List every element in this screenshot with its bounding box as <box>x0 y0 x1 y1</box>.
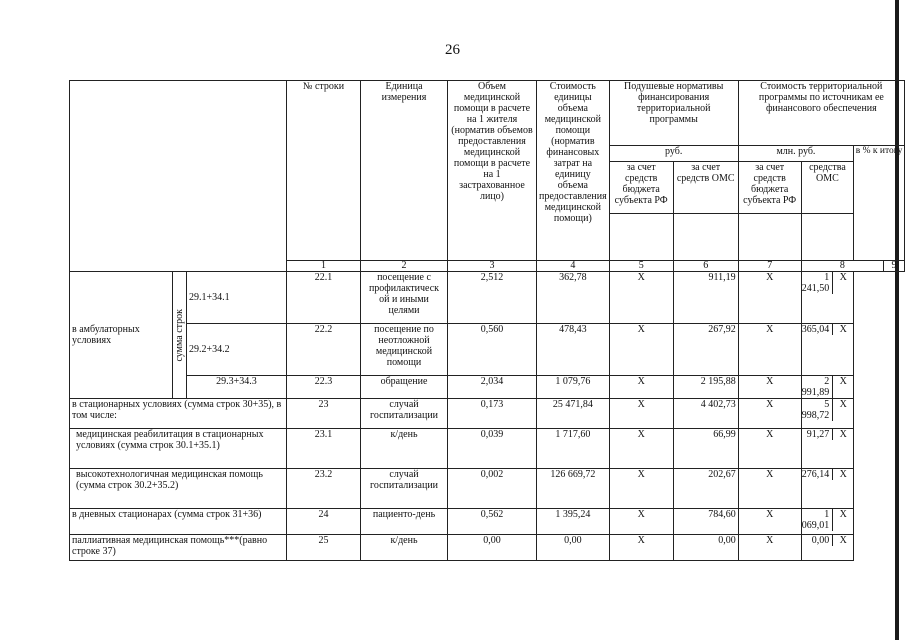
row-no: 22.3 <box>287 376 361 399</box>
header-pct: в % к итогу <box>854 146 905 261</box>
row-no: 24 <box>287 509 361 535</box>
oms-mln-value: 5 998,72 <box>801 399 830 421</box>
col-num-4: 4 <box>537 261 610 272</box>
row-label: высокотехнологичная медицинская помощь (сумма строк 30.2+35.2) <box>70 469 287 509</box>
table-row <box>70 509 905 535</box>
table-row <box>70 535 905 561</box>
volume: 0,560 <box>448 324 537 376</box>
pct-value: X <box>832 324 853 335</box>
pct-value: X <box>832 535 853 546</box>
header-program-cost: Стоимость территориальной программы по источникам ее финансового обеспечения <box>738 81 904 146</box>
oms-mln-value: 365,04 <box>801 324 830 335</box>
volume: 0,173 <box>448 399 537 429</box>
oms-mln-value: 91,27 <box>806 429 830 440</box>
header-per-capita: Подушевые нормативы финансирования территориальной программы <box>609 81 738 146</box>
col-num-6: 6 <box>673 261 738 272</box>
oms-rub: 784,60 <box>673 509 738 535</box>
col-num-3: 3 <box>448 261 537 272</box>
budget-mln: X <box>738 399 801 429</box>
budget-rub: X <box>609 429 673 469</box>
unit: к/день <box>361 429 448 469</box>
table-row <box>70 272 905 324</box>
col-num-7: 7 <box>738 261 801 272</box>
pct-value: X <box>832 399 853 421</box>
oms-rub: 4 402,73 <box>673 399 738 429</box>
budget-rub: X <box>609 399 673 429</box>
cost: 0,00 <box>537 535 610 561</box>
oms-rub: 911,19 <box>673 272 738 324</box>
header-budget-rf-2: за счет средств бюджета субъекта РФ <box>738 162 801 214</box>
budget-rub: X <box>609 324 673 376</box>
row-no: 22.2 <box>287 324 361 376</box>
row-label: паллиативная медицинская помощь***(равно строке 37) <box>70 535 287 561</box>
volume: 0,00 <box>448 535 537 561</box>
oms-rub: 66,99 <box>673 429 738 469</box>
cost: 1 395,24 <box>537 509 610 535</box>
oms-mln <box>801 272 854 324</box>
oms-rub: 267,92 <box>673 324 738 376</box>
budget-mln: X <box>738 324 801 376</box>
sum-label: 29.2+34.2 <box>187 324 287 376</box>
row-label: в дневных стационарах (сумма строк 31+36) <box>70 509 287 535</box>
budget-rub: X <box>609 376 673 399</box>
cost: 1 717,60 <box>537 429 610 469</box>
oms-mln <box>801 535 854 561</box>
oms-rub: 0,00 <box>673 535 738 561</box>
cost: 1 079,76 <box>537 376 610 399</box>
oms-mln-value: 276,14 <box>801 469 830 480</box>
row-no: 23.1 <box>287 429 361 469</box>
header-oms: за счет средств ОМС <box>673 162 738 214</box>
header-cost: Стоимость единицы объема медицинской помощи (норматив финансовых затрат на единицу объема предоставления медицинской помощи) <box>537 81 610 261</box>
unit: случай госпитализации <box>361 469 448 509</box>
row-no: 25 <box>287 535 361 561</box>
ambulatory-label: в амбулаторных условиях <box>70 272 173 399</box>
header-mln-rub: млн. руб. <box>738 146 854 162</box>
budget-rub: X <box>609 272 673 324</box>
col-num-8: 8 <box>839 260 845 271</box>
oms-mln-value: 1 069,01 <box>801 509 830 531</box>
budget-mln: X <box>738 272 801 324</box>
table-row <box>70 324 905 376</box>
pct-value: X <box>832 509 853 531</box>
header-row-no: № строки <box>287 81 361 261</box>
pct-value: X <box>832 469 853 480</box>
volume: 2,034 <box>448 376 537 399</box>
budget-mln: X <box>738 376 801 399</box>
oms-mln <box>801 376 854 399</box>
cost: 25 471,84 <box>537 399 610 429</box>
row-label: в стационарных условиях (сумма строк 30+35), в том числе: <box>70 399 287 429</box>
unit: пациенто-день <box>361 509 448 535</box>
unit: к/день <box>361 535 448 561</box>
header-unit: Единица измерения <box>361 81 448 261</box>
table-row <box>70 429 905 469</box>
volume: 0,002 <box>448 469 537 509</box>
unit: обращение <box>361 376 448 399</box>
table-row <box>70 469 905 509</box>
budget-mln: X <box>738 469 801 509</box>
col-num-9: 9 <box>883 261 904 271</box>
table-row <box>70 376 905 399</box>
sum-label: 29.3+34.3 <box>187 376 287 399</box>
budget-mln: X <box>738 509 801 535</box>
header-rub: руб. <box>609 146 738 162</box>
cost: 478,43 <box>537 324 610 376</box>
volume: 2,512 <box>448 272 537 324</box>
sum-label: 29.1+34.1 <box>187 272 287 324</box>
cost: 126 669,72 <box>537 469 610 509</box>
header-budget-rf: за счет средств бюджета субъекта РФ <box>609 162 673 214</box>
oms-mln-value: 1 241,50 <box>801 272 830 294</box>
volume: 0,039 <box>448 429 537 469</box>
header-volume: Объем медицинской помощи в расчете на 1 жителя (норматив объемов предоставления медицинской помощи в расчете на 1 застрахованное лицо) <box>448 81 537 261</box>
header-oms-2: средства ОМС <box>801 162 854 214</box>
oms-mln <box>801 324 854 376</box>
budget-mln: X <box>738 429 801 469</box>
budget-rub: X <box>609 469 673 509</box>
oms-mln <box>801 429 854 469</box>
pct-value: X <box>832 376 853 398</box>
row-no: 23 <box>287 399 361 429</box>
row-no: 22.1 <box>287 272 361 324</box>
oms-mln <box>801 399 854 429</box>
col-num-5: 5 <box>609 261 673 272</box>
oms-mln <box>801 469 854 509</box>
col-num-1: 1 <box>287 261 361 272</box>
pct-value: X <box>832 429 853 440</box>
budget-rub: X <box>609 509 673 535</box>
page-number: 26 <box>445 42 460 58</box>
col-num-2: 2 <box>361 261 448 272</box>
unit: случай госпитализации <box>361 399 448 429</box>
row-label: медицинская реабилитация в стационарных условиях (сумма строк 30.1+35.1) <box>70 429 287 469</box>
oms-mln-value: 2 991,89 <box>801 376 830 398</box>
unit: посещение с профилактическ ой и иными целями <box>361 272 448 324</box>
row-no: 23.2 <box>287 469 361 509</box>
financing-table <box>69 80 905 561</box>
cost: 362,78 <box>537 272 610 324</box>
budget-rub: X <box>609 535 673 561</box>
table-row <box>70 399 905 429</box>
budget-mln: X <box>738 535 801 561</box>
unit: посещение по неотложной медицинской помощи <box>361 324 448 376</box>
oms-rub: 202,67 <box>673 469 738 509</box>
oms-rub: 2 195,88 <box>673 376 738 399</box>
oms-mln <box>801 509 854 535</box>
oms-mln-value: 0,00 <box>811 535 830 546</box>
header-empty-cell <box>70 81 287 261</box>
volume: 0,562 <box>448 509 537 535</box>
sum-rows-vertical-label: сумма строк <box>174 308 185 362</box>
pct-value: X <box>832 272 853 294</box>
